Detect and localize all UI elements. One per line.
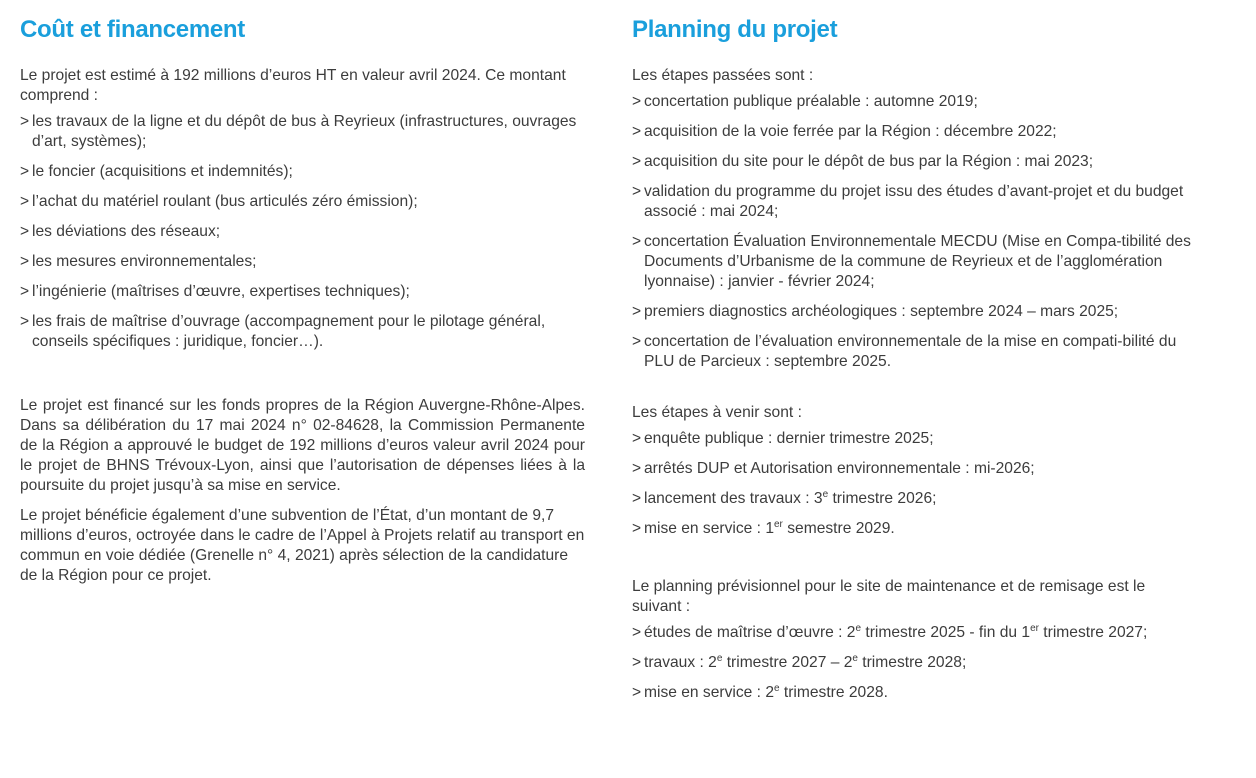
future-step-text: semestre 2029.: [782, 520, 895, 537]
future-step-item: > arrêtés DUP et Autorisation environnementale : mi-2026;: [632, 459, 1197, 479]
past-step-item: > acquisition du site pour le dépôt de bus par la Région : mai 2023;: [632, 152, 1197, 172]
cost-items-list: [20, 112, 585, 352]
maintenance-step-text: trimestre 2027 – 2: [722, 654, 853, 671]
past-step-item: > acquisition de la voie ferrée par la Région : décembre 2022;: [632, 122, 1197, 142]
past-step-item: > premiers diagnostics archéologiques : septembre 2024 – mars 2025;: [632, 302, 1197, 322]
cost-item: > l’achat du matériel roulant (bus articulés zéro émission);: [20, 192, 585, 212]
future-step-text: lancement des travaux : 3: [644, 490, 823, 507]
maintenance-step-text: trimestre 2028.: [779, 684, 888, 701]
funding-paragraph: Le projet est financé sur les fonds propres de la Région Auvergne-Rhône-Alpes. Dans sa délibération du 17 mai 2024 n° 02-84628, la Commission Permanente de la Région a approuvé le budget de 192 millions d’euros valeur avril 2024 pour le projet de BHNS Trévoux-Lyon, ainsi que l’autorisation de dépenses liées à la poursuite du projet jusqu’à sa mise en service.: [20, 397, 585, 494]
maintenance-step-text: trimestre 2027;: [1038, 624, 1148, 641]
ordinal-suffix: e: [774, 683, 780, 694]
future-step-item: [632, 519, 1197, 539]
past-steps-list: [632, 92, 1197, 372]
future-steps-list: [632, 429, 1197, 539]
maintenance-step-item: [632, 683, 1197, 703]
ordinal-suffix: e: [822, 489, 829, 500]
past-step-item: > validation du programme du projet issu des études d’avant-projet et du budget associé : mai 2024;: [632, 182, 1197, 222]
future-step-text: trimestre 2026;: [828, 490, 937, 507]
maintenance-step-text: trimestre 2025 - fin du 1: [861, 624, 1031, 641]
ordinal-suffix: e: [852, 653, 858, 664]
ordinal-suffix: e: [716, 653, 723, 664]
maintenance-step-text: mise en service : 2: [644, 684, 774, 701]
cost-financing-section: [20, 14, 585, 586]
past-step-item: > concertation de l’évaluation environnementale de la mise en compati-bilité du PLU de Parcieux : septembre 2025.: [632, 332, 1197, 372]
project-planning-section: [632, 14, 1197, 703]
maintenance-step-item: [632, 623, 1197, 643]
maintenance-step-text: trimestre 2028;: [857, 654, 967, 671]
maintenance-step-text: études de maîtrise d’œuvre : 2: [644, 624, 856, 641]
cost-item: > les mesures environnementales;: [20, 252, 585, 272]
cost-financing-heading: Coût et financement: [20, 16, 245, 43]
future-steps-intro: Les étapes à venir sont :: [632, 404, 802, 421]
ordinal-suffix: er: [1030, 623, 1039, 634]
past-step-item: > concertation Évaluation Environnementale MECDU (Mise en Compa-tibilité des Documents d’Urbanisme de la commune de Reyrieux et de l’agglomération lyonnaise) : janvier - février 2024;: [632, 232, 1197, 292]
state-subsidy-paragraph: Le projet bénéficie également d’une subvention de l’État, d’un montant de 9,7 millions d’euros, octroyée dans le cadre de l’Appel à Projets relatif au transport en commun en voie dédiée (Grenelle n° 4, 2021) après sélection de la candidature de la Région pour ce projet.: [20, 507, 585, 584]
maintenance-planning-intro: Le planning prévisionnel pour le site de maintenance et de remisage est le suivant :: [632, 578, 1146, 615]
future-step-item: [632, 489, 1197, 509]
cost-item: > les frais de maîtrise d’ouvrage (accompagnement pour le pilotage général, conseils spécifiques : juridique, foncier…).: [20, 312, 585, 352]
past-step-item: > concertation publique préalable : automne 2019;: [632, 92, 1197, 112]
ordinal-suffix: e: [855, 623, 862, 634]
future-step-item: > enquête publique : dernier trimestre 2025;: [632, 429, 1197, 449]
cost-item: > le foncier (acquisitions et indemnités);: [20, 162, 585, 182]
planning-heading: Planning du projet: [632, 16, 838, 43]
maintenance-step-item: [632, 653, 1197, 673]
cost-item: > l’ingénierie (maîtrises d’œuvre, expertises techniques);: [20, 282, 585, 302]
cost-item: > les travaux de la ligne et du dépôt de bus à Reyrieux (infrastructures, ouvrages d’art, systèmes);: [20, 112, 585, 152]
maintenance-steps-list: [632, 623, 1197, 703]
maintenance-step-text: travaux : 2: [644, 654, 717, 671]
ordinal-suffix: er: [774, 519, 783, 530]
future-step-text: mise en service : 1: [644, 520, 774, 537]
cost-item: > les déviations des réseaux;: [20, 222, 585, 242]
past-steps-intro: Les étapes passées sont :: [632, 67, 814, 84]
cost-intro: Le projet est estimé à 192 millions d’euros HT en valeur avril 2024. Ce montant comprend :: [20, 67, 566, 104]
